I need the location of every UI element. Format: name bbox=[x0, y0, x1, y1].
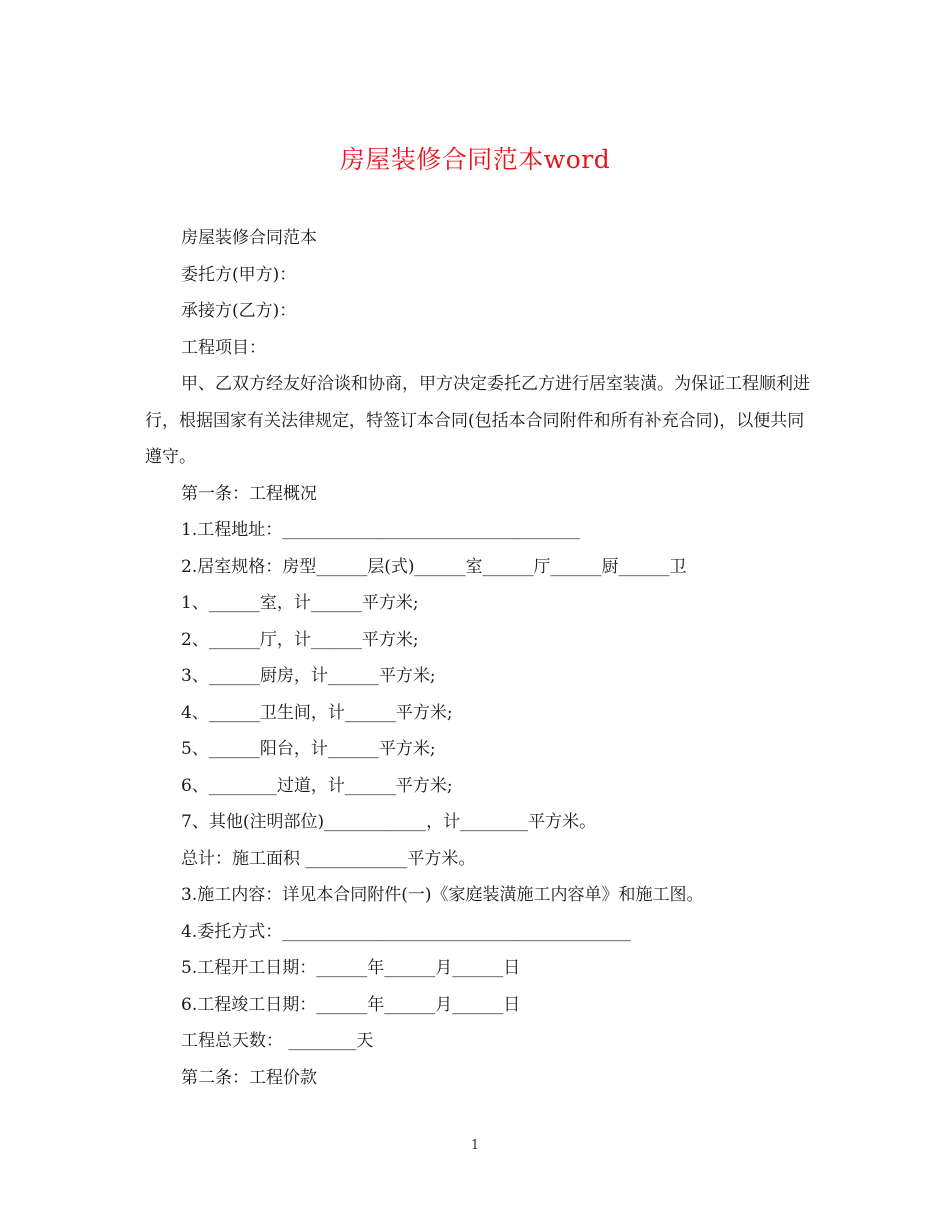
paragraph-project: 工程项目： bbox=[181, 337, 266, 358]
field-halls-area: 2、______厅，计______平方米; bbox=[181, 629, 419, 650]
field-rooms-area: 1、______室，计______平方米; bbox=[181, 593, 419, 613]
paragraph-party-a: 委托方(甲方)： bbox=[181, 264, 297, 285]
field-total-area: 总计：施工面积 ____________平方米。 bbox=[181, 848, 476, 869]
paragraph-contract-template: 房屋装修合同范本 bbox=[181, 228, 317, 248]
document-body bbox=[145, 220, 810, 1096]
field-other-area: 7、其他(注明部位)____________，计________平方米。 bbox=[181, 812, 597, 832]
paragraph-party-b: 承接方(乙方)： bbox=[181, 301, 297, 321]
field-bathroom-area: 4、______卫生间，计______平方米; bbox=[181, 702, 453, 723]
field-work-content: 3.施工内容：详见本合同附件(一)《家庭装潢施工内容单》和施工图。 bbox=[181, 885, 704, 905]
page-number: 1 bbox=[470, 1138, 480, 1153]
field-commission-method: 4.委托方式：_________________________________________ bbox=[181, 921, 631, 942]
paragraph-preamble: 甲、乙双方经友好洽谈和协商，甲方决定委托乙方进行居室装潢。为保证工程顺利进行，根据国家有关法律规定，特签订本合同(包括本合同附件和所有补充合同)，以便共同遵守。 bbox=[145, 374, 810, 467]
field-project-address: 1.工程地址：___________________________________ bbox=[181, 520, 580, 540]
field-start-date: 5.工程开工日期：______年______月______日 bbox=[181, 958, 521, 978]
document-title: 房屋装修合同范本word bbox=[339, 145, 611, 174]
field-corridor-area: 6、________过道，计______平方米; bbox=[181, 775, 453, 796]
field-balcony-area: 5、______阳台，计______平方米; bbox=[181, 739, 436, 759]
heading-article-2: 第二条：工程价款 bbox=[181, 1067, 317, 1088]
field-room-spec: 2.居室规格：房型______层(式)______室______厅______厨______卫 bbox=[181, 556, 687, 577]
heading-article-1: 第一条：工程概况 bbox=[181, 483, 317, 504]
field-total-days: 工程总天数： ________天 bbox=[181, 1031, 374, 1051]
field-kitchen-area: 3、______厨房，计______平方米; bbox=[181, 666, 436, 686]
field-completion-date: 6.工程竣工日期：______年______月______日 bbox=[181, 994, 521, 1015]
